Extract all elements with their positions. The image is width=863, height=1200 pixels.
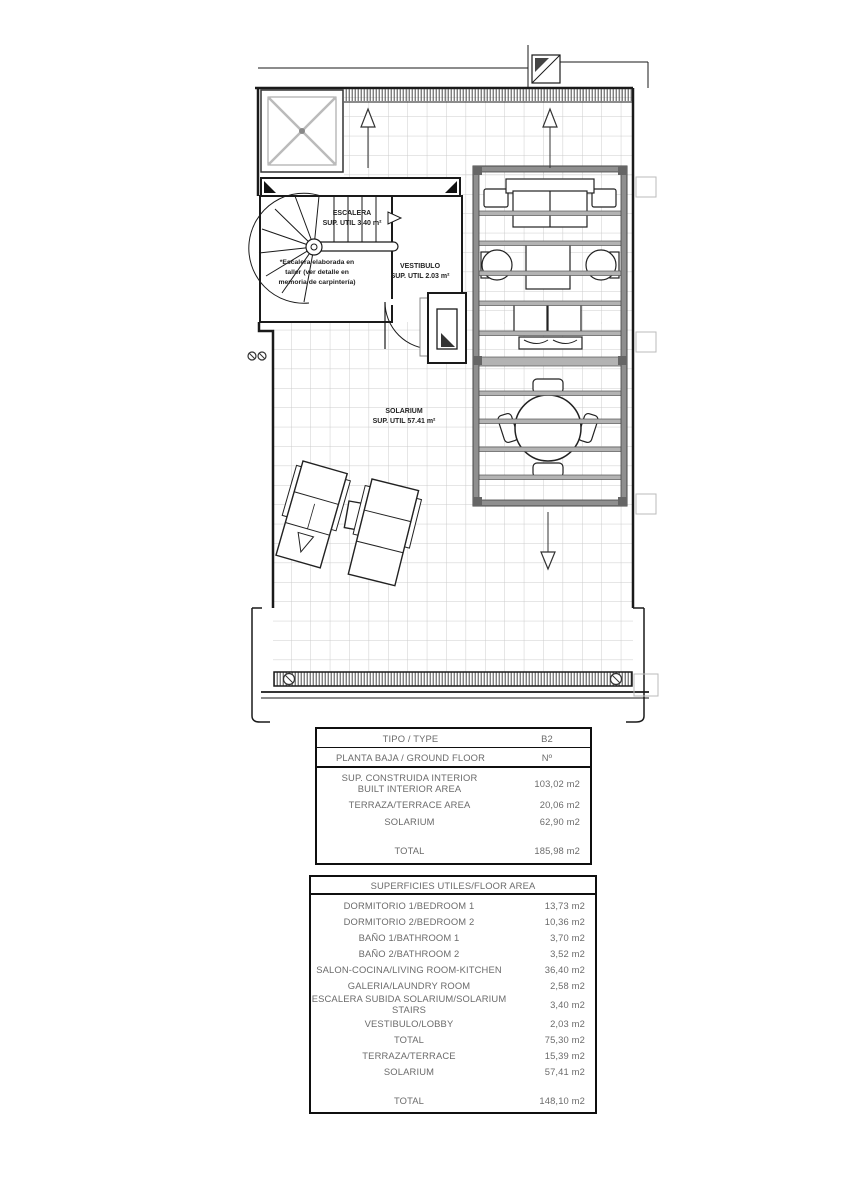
column-marker	[634, 177, 658, 696]
table-row	[311, 977, 595, 993]
room-area: 57,41 m2	[544, 1065, 585, 1077]
table-row	[317, 729, 590, 748]
svg-text:taller (ver detalle en: taller (ver detalle en	[285, 269, 349, 276]
area-label: TERRAZA/TERRACE AREA	[348, 799, 471, 810]
type-label: TIPO / TYPE	[382, 732, 439, 744]
room-label: ESCALERA SUBIDA SOLARIUM/SOLARIUM STAIRS	[311, 993, 507, 1015]
room-label: SALON-COCINA/LIVING ROOM-KITCHEN	[316, 963, 502, 975]
table-row	[317, 796, 590, 813]
table-row	[311, 1047, 595, 1063]
area-value: 20,06 m2	[539, 799, 580, 810]
total-label: TOTAL	[394, 845, 425, 856]
room-label: TERRAZA/TERRACE	[362, 1049, 456, 1061]
room-label: DORMITORIO 1/BEDROOM 1	[343, 899, 475, 911]
room-area: 3,40 m2	[550, 998, 585, 1010]
room-label: VESTIBULO/LOBBY	[364, 1017, 454, 1029]
svg-text:SUP. UTIL 57.41 m²: SUP. UTIL 57.41 m²	[372, 418, 436, 425]
area-label: BUILT INTERIOR AREA	[357, 783, 462, 794]
total-label: TOTAL	[393, 1094, 425, 1106]
room-area: 2,58 m2	[550, 979, 585, 991]
vestibule-room	[392, 196, 462, 302]
room-area: 10,36 m2	[544, 915, 585, 927]
type-value: B2	[541, 732, 553, 744]
vent-shaft	[420, 293, 466, 363]
table-row	[317, 813, 590, 830]
table-row	[311, 993, 595, 1015]
number-label: Nº	[541, 751, 553, 763]
floor-label: PLANTA BAJA / GROUND FLOOR	[335, 751, 486, 763]
staircase-note	[278, 259, 355, 286]
tile-grid	[273, 88, 633, 672]
svg-text:SOLARIUM: SOLARIUM	[385, 408, 423, 415]
room-label: GALERIA/LAUNDRY ROOM	[347, 979, 471, 991]
svg-text:SUP. UTIL 2.03 m²: SUP. UTIL 2.03 m²	[390, 273, 450, 280]
table-row	[317, 770, 590, 796]
room-label: BAÑO 2/BATHROOM 2	[358, 947, 460, 959]
room-area: 3,52 m2	[550, 947, 585, 959]
stair-landing	[261, 178, 460, 196]
svg-text:*Escalera elaborada en: *Escalera elaborada en	[279, 259, 355, 266]
room-area: 13,73 m2	[544, 899, 585, 911]
room-label: DORMITORIO 2/BEDROOM 2	[343, 915, 475, 927]
top-hatch	[344, 89, 633, 102]
total-value: 148,10 m2	[539, 1094, 585, 1106]
room-label: BAÑO 1/BATHROOM 1	[358, 931, 460, 943]
area-value: 103,02 m2	[534, 777, 580, 789]
area-label: SOLARIUM	[384, 816, 435, 827]
table-header: SUPERFICIES UTILES/FLOOR AREA	[311, 877, 595, 895]
room-area: 3,70 m2	[550, 931, 585, 943]
table-row	[311, 1031, 595, 1047]
drain-icon	[248, 352, 266, 360]
room-label: SOLARIUM	[383, 1065, 435, 1077]
table-row	[311, 945, 595, 961]
svg-text:ESCALERA: ESCALERA	[332, 210, 372, 217]
total-value: 185,98 m2	[534, 845, 580, 856]
type-area-table	[315, 727, 592, 865]
table-row	[311, 1063, 595, 1079]
table-row	[311, 1015, 595, 1031]
table-row	[311, 897, 595, 913]
area-value: 62,90 m2	[539, 816, 580, 827]
coffee-table	[526, 242, 570, 289]
roof-boundary	[258, 45, 648, 88]
chimney-icon	[532, 55, 560, 83]
area-label: SUP. CONSTRUIDA INTERIOR	[341, 772, 478, 783]
room-area: 36,40 m2	[544, 963, 585, 975]
table-row	[311, 913, 595, 929]
svg-text:memoria de carpintería): memoria de carpintería)	[278, 279, 356, 286]
room-area: 15,39 m2	[544, 1049, 585, 1061]
svg-text:SUP. UTIL 3.40 m²: SUP. UTIL 3.40 m²	[322, 220, 382, 227]
floor-areas-table	[309, 875, 597, 1114]
table-row	[311, 961, 595, 977]
subtotal-value: 75,30 m2	[544, 1033, 585, 1045]
svg-text:VESTIBULO: VESTIBULO	[399, 263, 441, 270]
table-row	[317, 748, 590, 768]
table-row	[311, 929, 595, 945]
sofa-2seat	[514, 303, 582, 349]
skylight	[261, 90, 343, 172]
table-total-row	[311, 1092, 595, 1108]
subtotal-label: TOTAL	[393, 1033, 425, 1045]
table-total-row	[317, 842, 590, 859]
room-area: 2,03 m2	[550, 1017, 585, 1029]
